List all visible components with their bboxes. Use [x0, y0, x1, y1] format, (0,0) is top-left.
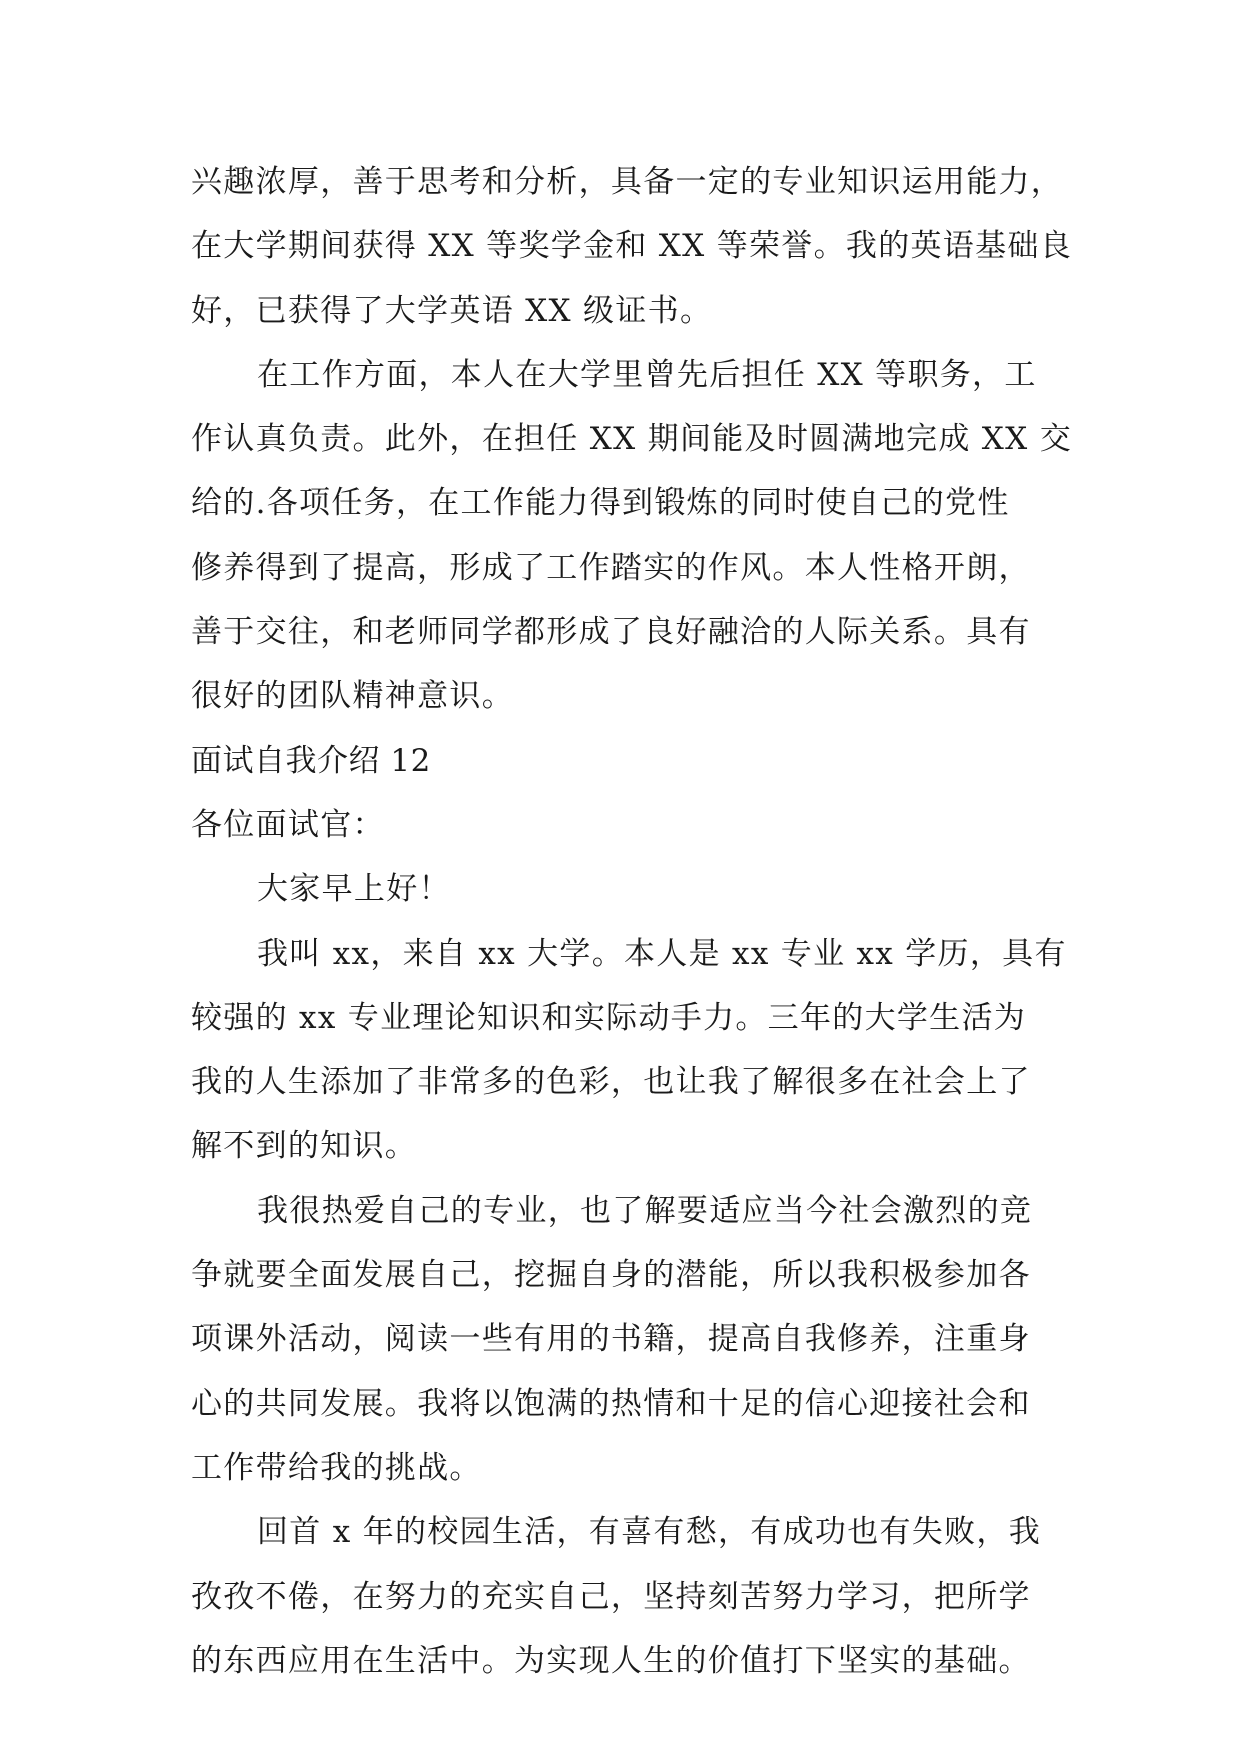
- text-line: 兴趣浓厚，善于思考和分析，具备一定的专业知识运用能力，: [191, 164, 1064, 200]
- text-line: 回首 x 年的校园生活，有喜有愁，有成功也有失败，我: [257, 1514, 1041, 1551]
- text-line: 解不到的知识。: [191, 1128, 418, 1165]
- section-heading: 面试自我介绍 12: [191, 742, 431, 779]
- text-line: 我叫 xx，来自 xx 大学。本人是 xx 专业 xx 学历，具有: [257, 935, 1067, 972]
- text-line: 较强的 xx 专业理论知识和实际动手力。三年的大学生活为: [191, 999, 1027, 1036]
- text-line: 作认真负责。此外，在担任 XX 期间能及时圆满地完成 XX 交: [191, 421, 1072, 458]
- text-line: 争就要全面发展自己，挖掘自身的潜能，所以我积极参加各: [191, 1257, 1031, 1294]
- text-line: 在大学期间获得 XX 等奖学金和 XX 等荣誉。我的英语基础良: [191, 228, 1072, 265]
- text-line: 好，已获得了大学英语 XX 级证书。: [191, 292, 713, 329]
- text-line: 心的共同发展。我将以饱满的热情和十足的信心迎接社会和: [191, 1385, 1031, 1422]
- salutation: 各位面试官：: [191, 806, 385, 843]
- greeting: 大家早上好！: [257, 871, 451, 908]
- text-line: 善于交往，和老师同学都形成了良好融洽的人际关系。具有: [191, 614, 1031, 651]
- text-line: 的东西应用在生活中。为实现人生的价值打下坚实的基础。: [191, 1642, 1031, 1679]
- text-line: 项课外活动，阅读一些有用的书籍，提高自我修养，注重身: [191, 1321, 1031, 1358]
- text-line: 孜孜不倦，在努力的充实自己，坚持刻苦努力学习，把所学: [191, 1578, 1031, 1615]
- text-line: 我的人生添加了非常多的色彩，也让我了解很多在社会上了: [191, 1064, 1031, 1101]
- document-page: [191, 150, 1071, 1693]
- text-line: 修养得到了提高，形成了工作踏实的作风。本人性格开朗，: [191, 549, 1031, 586]
- text-line: 在工作方面，本人在大学里曾先后担任 XX 等职务，工: [257, 356, 1037, 393]
- text-line: 我很热爱自己的专业，也了解要适应当今社会激烈的竞: [257, 1192, 1033, 1229]
- text-line: 给的.各项任务，在工作能力得到锻炼的同时使自己的党性: [191, 485, 1010, 522]
- text-line: 很好的团队精神意识。: [191, 678, 514, 715]
- text-line: 工作带给我的挑战。: [191, 1449, 482, 1486]
